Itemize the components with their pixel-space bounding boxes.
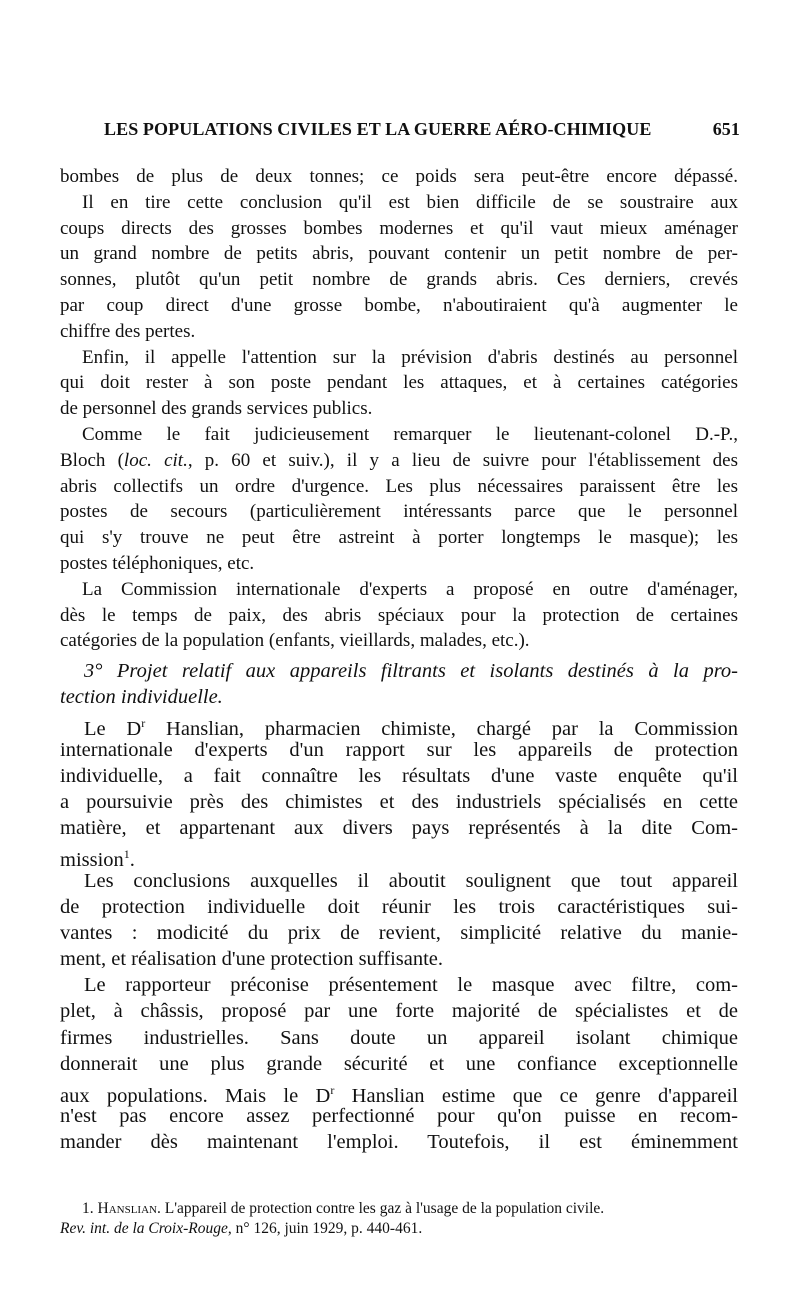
text-line: La Commission internationale d'experts a proposé en outre d'aménager, — [82, 578, 738, 600]
footnote-journal: Rev. int. de la Croix-Rouge — [60, 1220, 228, 1237]
text-fragment: Bloch ( — [60, 449, 124, 471]
text-line: a poursuivie près des chimistes et des industriels spécialisés en cette — [60, 790, 738, 813]
text-line: catégories de la population (enfants, vieillards, malades, etc.). — [60, 630, 530, 652]
body-text-block-1 — [60, 164, 738, 654]
text-fragment: , p. 60 et suiv.), il y a lieu de suivre pour l'établissement des — [187, 449, 738, 471]
text-line: de protection individuelle doit réunir les trois caractéristiques sui- — [60, 895, 738, 918]
text-line — [60, 841, 738, 872]
text-fragment: . — [129, 849, 135, 872]
footnote-text: . L'appareil de protection contre les gaz à l'usage de la population civile. — [156, 1200, 605, 1217]
text-line: firmes industrielles. Sans doute un appareil isolant chimique — [60, 1026, 738, 1049]
text-line: Comme le fait judicieusement remarquer le lieutenant-colonel D.-P., — [82, 423, 738, 445]
text-line: vantes : modicité du prix de revient, simplicité relative du manie- — [60, 921, 738, 944]
text-line: qui doit rester à son poste pendant les attaques, et à certaines catégories — [60, 372, 738, 394]
section-heading-line-2: tection individuelle. — [60, 686, 223, 709]
text-line: de personnel des grands services publics. — [60, 398, 373, 420]
running-title: LES POPULATIONS CIVILES ET LA GUERRE AÉRO-CHIMIQUE — [104, 119, 652, 139]
footnote-line — [60, 1219, 738, 1239]
text-fragment: Le D — [84, 718, 142, 741]
footnote-number: 1. — [82, 1200, 94, 1217]
text-line: dès le temps de paix, des abris spéciaux pour la protection de certaines — [60, 604, 738, 626]
text-line: abris collectifs un ordre d'urgence. Les plus nécessaires paraissent être les — [60, 475, 738, 497]
text-line: par coup direct d'une grosse bombe, n'aboutiraient qu'à augmenter le — [60, 294, 738, 316]
text-line: Les conclusions auxquelles il aboutit soulignent que tout appareil — [84, 869, 738, 892]
text-line: qui s'y trouve ne peut être astreint à porter longtemps le masque); les — [60, 527, 738, 549]
section-heading — [60, 658, 738, 684]
text-line: individuelle, a fait connaître les résultats d'une vaste enquête qu'il — [60, 764, 738, 787]
text-line: donnerait une plus grande sécurité et une confiance exceptionnelle — [60, 1052, 738, 1075]
footnote — [60, 1199, 738, 1239]
footnote-text: , n° 126, juin 1929, p. 440-461. — [227, 1220, 423, 1237]
body-text-block-2 — [60, 658, 738, 1156]
footnote-marker: 1 — [123, 847, 130, 862]
section-heading — [60, 684, 738, 710]
page-number: 651 — [712, 119, 740, 139]
section-heading-line-1: 3° Projet relatif aux appareils filtrants et isolants destinés à la pro- — [84, 660, 738, 682]
text-line — [60, 710, 738, 741]
superscript: r — [141, 716, 146, 731]
superscript: r — [330, 1083, 335, 1097]
text-fragment: Hanslian, pharmacien chimiste, chargé par la Commission — [145, 718, 738, 741]
text-line — [60, 448, 738, 474]
text-fragment: mission — [60, 849, 124, 872]
text-line: postes de secours (particulièrement intéressants parce que le personnel — [60, 501, 738, 523]
text-line: ment, et réalisation d'une protection suffisante. — [60, 948, 444, 971]
text-line: sonnes, plutôt qu'un petit nombre de grands abris. Ces derniers, crevés — [60, 269, 738, 291]
footnote-author: Hanslian — [97, 1200, 157, 1217]
text-line: n'est pas encore assez perfectionné pour qu'on puisse en recom- — [60, 1105, 738, 1128]
text-line: Enfin, il appelle l'attention sur la prévision d'abris destinés au personnel — [82, 346, 738, 368]
text-line: postes téléphoniques, etc. — [60, 552, 255, 574]
text-fragment: Hanslian estime que ce genre d'appareil — [334, 1084, 738, 1107]
text-fragment: aux populations. Mais le D — [60, 1084, 331, 1107]
text-line: plet, à châssis, proposé par une forte majorité de spécialistes et de — [60, 1000, 738, 1023]
text-line: coups directs des grosses bombes modernes et qu'il vaut mieux aménager — [60, 217, 738, 239]
text-line: chiffre des pertes. — [60, 320, 196, 342]
footnote-line — [60, 1199, 738, 1219]
text-line: internationale d'experts d'un rapport sur les appareils de protection — [60, 738, 738, 761]
text-line: matière, et appartenant aux divers pays représentés à la dite Com- — [60, 817, 738, 840]
text-line: un grand nombre de petits abris, pouvant contenir un petit nombre de per- — [60, 243, 738, 265]
text-line: mander dès maintenant l'emploi. Toutefois, il est éminemment — [60, 1131, 738, 1154]
text-line: Le rapporteur préconise présentement le masque avec filtre, com- — [84, 974, 738, 997]
text-line — [60, 1077, 738, 1107]
text-line: bombes de plus de deux tonnes; ce poids sera peut-être encore dépassé. — [60, 166, 738, 187]
citation-loc-cit: loc. cit. — [123, 449, 188, 471]
text-line: Il en tire cette conclusion qu'il est bien difficile de se soustraire aux — [82, 191, 738, 213]
